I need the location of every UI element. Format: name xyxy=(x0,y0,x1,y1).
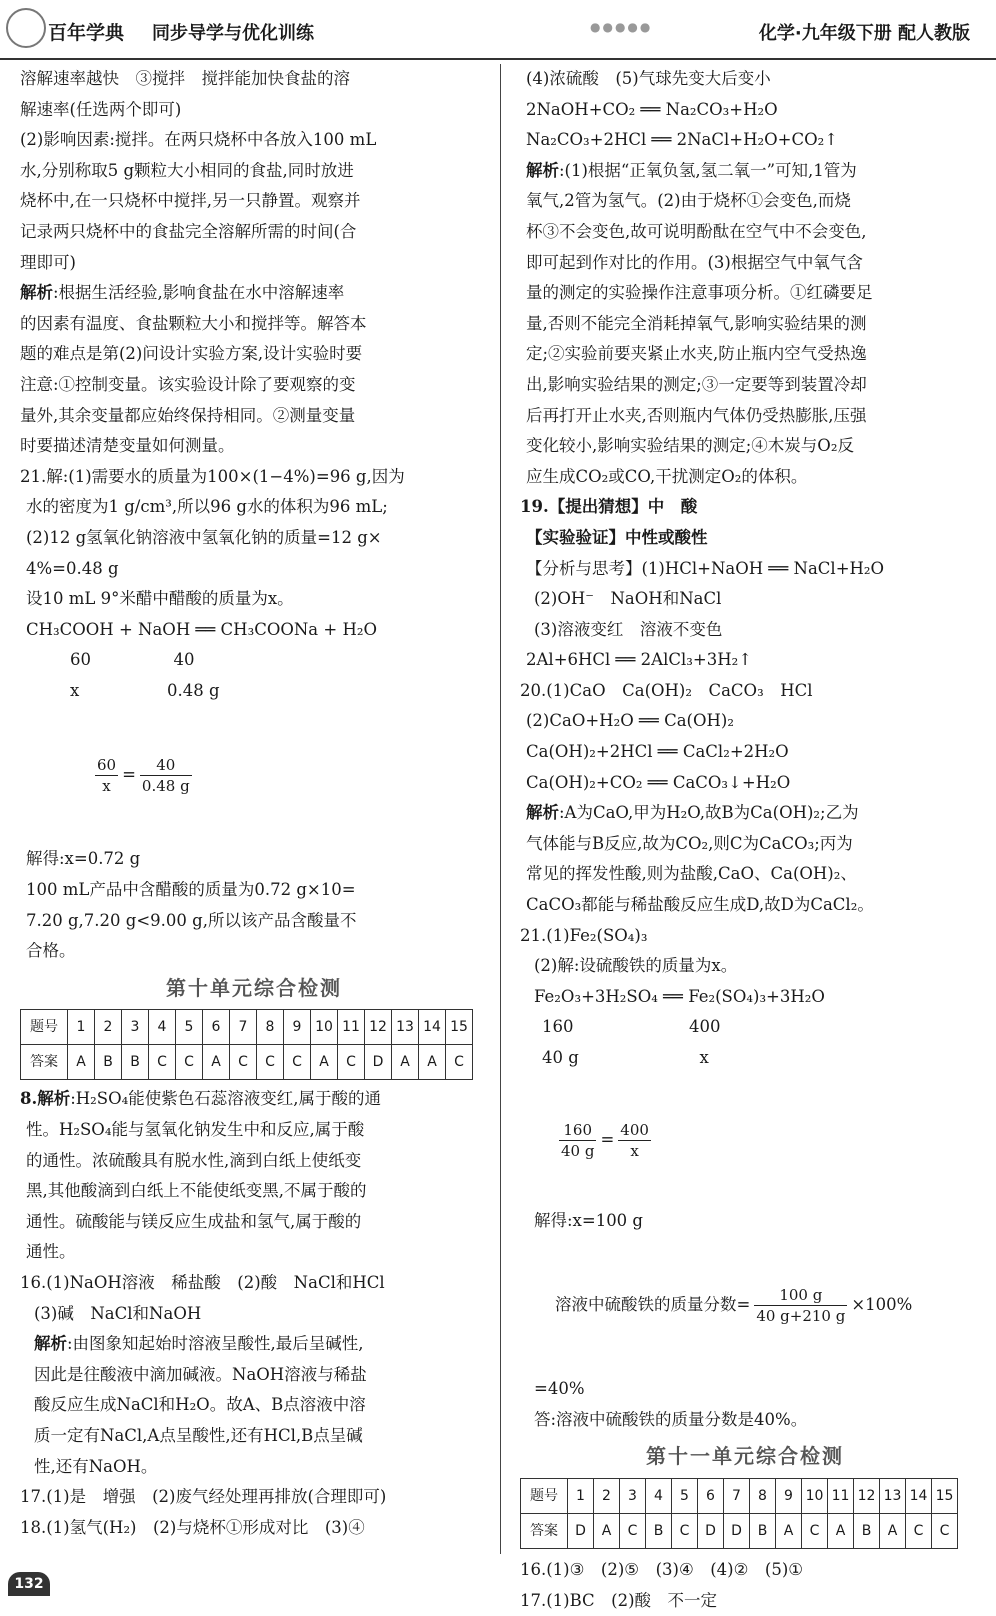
table-cell-answer: C xyxy=(149,1045,176,1080)
text-line: 【分析与思考】(1)HCl+NaOH ══ NaCl+H₂O xyxy=(526,558,885,578)
book-logo-icon xyxy=(6,8,46,48)
text-line: 21.(1)Fe₂(SO₄)₃ xyxy=(520,925,648,945)
table-cell-answer: D xyxy=(365,1045,392,1080)
text-line: 设10 mL 9°米醋中醋酸的质量为x。 xyxy=(26,589,294,609)
table-cell-answer: C xyxy=(230,1045,257,1080)
text-line: 7.20 g,7.20 g<9.00 g,所以该产品含酸量不 xyxy=(26,910,357,930)
table-cell-number: 3 xyxy=(620,1478,646,1513)
table-cell-number: 2 xyxy=(594,1478,620,1513)
analysis-label: 解析 xyxy=(526,160,559,180)
text-line: 性,还有NaOH。 xyxy=(34,1456,158,1476)
text-line: CaCO₃都能与稀盐酸反应生成D,故D为CaCl₂。 xyxy=(526,895,874,915)
right-column xyxy=(520,64,970,1616)
fraction xyxy=(754,1285,847,1326)
table-cell-number: 3 xyxy=(122,1010,149,1045)
table-cell-answer: A xyxy=(828,1513,854,1548)
table-cell-answer: B xyxy=(122,1045,149,1080)
table-cell-answer: B xyxy=(95,1045,122,1080)
table-cell-number: 4 xyxy=(149,1010,176,1045)
table-cell-number: 9 xyxy=(284,1010,311,1045)
text-line: 21.解:(1)需要水的质量为100×(1−4%)=96 g,因为 xyxy=(20,466,405,486)
answer-table xyxy=(520,1478,958,1549)
equation-line: 2NaOH+CO₂ ══ Na₂CO₃+H₂O xyxy=(526,99,778,119)
text-line: 答:溶液中硫酸铁的质量分数是40%。 xyxy=(534,1409,808,1429)
table-cell-number: 7 xyxy=(724,1478,750,1513)
column-divider xyxy=(500,64,501,1554)
text-line: 性。H₂SO₄能与氢氧化钠发生中和反应,属于酸 xyxy=(26,1120,365,1140)
table-cell-answer: B xyxy=(854,1513,880,1548)
text-line: 的因素有温度、食盐颗粒大小和搅拌等。解答本 xyxy=(20,313,367,333)
brand-title: 百年学典 xyxy=(48,22,125,44)
table-row-label: 题号 xyxy=(521,1478,568,1513)
decorative-dots: ●●●●● xyxy=(590,20,653,34)
analysis-line xyxy=(20,1329,488,1360)
text-span: :H₂SO₄能使紫色石蕊溶液变红,属于酸的通 xyxy=(70,1089,381,1109)
text-line: 16.(1)NaOH溶液 稀盐酸 (2)酸 NaCl和HCl xyxy=(20,1273,385,1292)
table-cell-answer: C xyxy=(176,1045,203,1080)
table-cell-number: 15 xyxy=(446,1010,473,1045)
analysis-label: 解析 xyxy=(34,1334,67,1354)
equation-line: (2)CaO+H₂O ══ Ca(OH)₂ xyxy=(526,711,734,731)
table-cell-number: 8 xyxy=(750,1478,776,1513)
text-line: 理即可) xyxy=(20,252,76,272)
table-cell-number: 11 xyxy=(338,1010,365,1045)
text-line: 应生成CO₂或CO,干扰测定O₂的体积。 xyxy=(526,466,808,486)
text-span: :由图象知起始时溶液呈酸性,最后呈碱性, xyxy=(67,1334,364,1354)
table-cell-number: 13 xyxy=(392,1010,419,1045)
equals-sign: = xyxy=(600,1129,615,1149)
text-line: 的通性。浓硫酸具有脱水性,滴到白纸上使纸变 xyxy=(26,1150,362,1170)
equation-ratio: 60 40 xyxy=(70,650,195,670)
table-cell-answer: A xyxy=(776,1513,802,1548)
denominator: x xyxy=(630,1141,639,1160)
proportion-line xyxy=(20,706,488,844)
text-line: 记录两只烧杯中的食盐完全溶解所需的时间(合 xyxy=(20,221,357,241)
numerator: 40 xyxy=(140,755,192,776)
table-cell-number: 1 xyxy=(68,1010,95,1045)
text-line: 100 mL产品中含醋酸的质量为0.72 g×10= xyxy=(26,880,356,900)
text-line: 即可起到作对比的作用。(3)根据空气中氧气含 xyxy=(526,252,863,272)
table-cell-answer: A xyxy=(68,1045,95,1080)
text-line: 4%=0.48 g xyxy=(26,558,119,578)
denominator: x xyxy=(102,777,111,796)
fraction xyxy=(140,755,192,796)
table-cell-answer: C xyxy=(672,1513,698,1548)
text-line: 后再打开止水夹,否则瓶内气体仍受热膨胀,压强 xyxy=(526,405,867,425)
text-line: (2)影响因素:搅拌。在两只烧杯中各放入100 mL xyxy=(20,130,377,150)
table-cell-number: 11 xyxy=(828,1478,854,1513)
equation-line: 2Al+6HCl ══ 2AlCl₃+3H₂↑ xyxy=(526,650,753,670)
table-cell-answer: C xyxy=(338,1045,365,1080)
table-cell-answer: A xyxy=(311,1045,338,1080)
denominator: 40 g xyxy=(560,1141,595,1160)
numerator: 160 xyxy=(559,1120,596,1141)
text-span: 溶液中硫酸铁的质量分数= xyxy=(554,1295,751,1315)
text-line: 16.(1)③ (2)⑤ (3)④ (4)② (5)① xyxy=(520,1559,804,1579)
text-line: 题的难点是第(2)问设计实验方案,设计实验时要 xyxy=(20,344,363,364)
text-line: 定;②实验前要夹紧止水夹,防止瓶内空气受热逸 xyxy=(526,344,867,364)
text-line: 黑,其他酸滴到白纸上不能使纸变黑,不属于酸的 xyxy=(26,1181,367,1201)
table-cell-answer: D xyxy=(568,1513,594,1548)
text-line: 量的测定的实验操作注意事项分析。①红磷要足 xyxy=(526,283,873,303)
table-row-label: 答案 xyxy=(21,1045,68,1080)
equation-line: CH₃COOH + NaOH ══ CH₃COONa + H₂O xyxy=(26,619,377,639)
text-line: 出,影响实验结果的测定;③一定要等到装置冷却 xyxy=(526,374,867,394)
text-line: (4)浓硫酸 (5)气球先变大后变小 xyxy=(526,69,771,88)
table-cell-answer: D xyxy=(698,1513,724,1548)
text-line: 烧杯中,在一只烧杯中搅拌,另一只静置。观察并 xyxy=(20,191,361,211)
table-cell-number: 10 xyxy=(311,1010,338,1045)
table-cell-answer: A xyxy=(880,1513,906,1548)
table-cell-answer: C xyxy=(802,1513,828,1548)
page-number: 132 xyxy=(8,1572,50,1596)
text-line: 17.(1)是 增强 (2)废气经处理再排放(合理即可) xyxy=(20,1487,387,1507)
text-line: 解速率(任选两个即可) xyxy=(20,99,182,119)
table-cell-number: 7 xyxy=(230,1010,257,1045)
text-line: 20.(1)CaO Ca(OH)₂ CaCO₃ HCl xyxy=(520,680,813,700)
proportion-line xyxy=(520,1074,970,1206)
section-title: 第十一单元综合检测 xyxy=(646,1444,844,1469)
text-line: (2)解:设硫酸铁的质量为x。 xyxy=(534,956,738,976)
equation-ratio: 40 g x xyxy=(542,1048,709,1067)
text-line: (3)碱 NaCl和NaOH xyxy=(34,1303,202,1323)
text-line: (3)溶液变红 溶液不变色 xyxy=(534,619,723,639)
text-line: 【实验验证】中性或酸性 xyxy=(526,527,708,547)
table-cell-answer: C xyxy=(284,1045,311,1080)
table-cell-number: 13 xyxy=(880,1478,906,1513)
text-line: (2)OH⁻ NaOH和NaCl xyxy=(534,589,722,609)
fraction xyxy=(95,755,118,796)
analysis-label: 解析 xyxy=(526,803,559,823)
analysis-label: 8.解析 xyxy=(20,1089,71,1109)
table-cell-answer: D xyxy=(724,1513,750,1548)
table-cell-answer: C xyxy=(620,1513,646,1548)
page-header xyxy=(0,0,996,60)
analysis-label: 解析 xyxy=(20,283,53,303)
denominator: 40 g+210 g xyxy=(756,1307,846,1326)
text-span: :根据生活经验,影响食盐在水中溶解速率 xyxy=(53,283,345,303)
fraction xyxy=(618,1120,651,1161)
text-line: 18.(1)氢气(H₂) (2)与烧杯①形成对比 (3)④ xyxy=(20,1517,365,1537)
text-line: 变化较小,影响实验结果的测定;④木炭与O₂反 xyxy=(526,436,854,456)
analysis-line xyxy=(20,1084,488,1115)
table-row-label: 题号 xyxy=(21,1010,68,1045)
analysis-line xyxy=(520,156,970,187)
table-cell-number: 9 xyxy=(776,1478,802,1513)
percentage-line xyxy=(520,1236,970,1374)
text-line: 通性。 xyxy=(26,1242,76,1262)
table-cell-number: 1 xyxy=(568,1478,594,1513)
text-line: 解得:x=0.72 g xyxy=(26,849,141,869)
table-cell-number: 15 xyxy=(932,1478,958,1513)
text-line: 通性。硫酸能与镁反应生成盐和氢气,属于酸的 xyxy=(26,1211,362,1231)
table-cell-number: 5 xyxy=(672,1478,698,1513)
fraction xyxy=(559,1120,596,1161)
table-cell-number: 4 xyxy=(646,1478,672,1513)
table-cell-answer: C xyxy=(932,1513,958,1548)
text-line: 水的密度为1 g/cm³,所以96 g水的体积为96 mL; xyxy=(26,497,388,517)
table-cell-answer: A xyxy=(392,1045,419,1080)
text-line: 注意:①控制变量。该实验设计除了要观察的变 xyxy=(20,374,356,394)
text-line: 水,分别称取5 g颗粒大小相同的食盐,同时放进 xyxy=(20,160,354,180)
text-line: (2)12 g氢氧化钠溶液中氢氧化钠的质量=12 g× xyxy=(26,527,382,547)
numerator: 400 xyxy=(620,1120,649,1139)
numerator: 60 xyxy=(96,756,117,775)
table-cell-number: 6 xyxy=(203,1010,230,1045)
analysis-line xyxy=(20,278,488,309)
equation-line: Ca(OH)₂+CO₂ ══ CaCO₃↓+H₂O xyxy=(526,772,791,792)
table-cell-answer: B xyxy=(750,1513,776,1548)
table-cell-answer: B xyxy=(646,1513,672,1548)
table-cell-number: 6 xyxy=(698,1478,724,1513)
table-cell-answer: C xyxy=(906,1513,932,1548)
text-line: 19.【提出猜想】中 酸 xyxy=(520,497,698,517)
table-cell-number: 12 xyxy=(365,1010,392,1045)
text-line: 解得:x=100 g xyxy=(534,1210,643,1230)
table-cell-number: 8 xyxy=(257,1010,284,1045)
equals-sign: = xyxy=(122,765,136,785)
series-title: 同步导学与优化训练 xyxy=(152,23,314,44)
left-column xyxy=(20,64,488,1543)
table-cell-answer: A xyxy=(594,1513,620,1548)
text-line: 酸反应生成NaCl和H₂O。故A、B点溶液中溶 xyxy=(34,1395,366,1415)
text-line: 时要描述清楚变量如何测量。 xyxy=(20,436,235,456)
table-cell-answer: C xyxy=(446,1045,473,1080)
equation-line: Fe₂O₃+3H₂SO₄ ══ Fe₂(SO₄)₃+3H₂O xyxy=(534,986,825,1006)
table-cell-answer: A xyxy=(203,1045,230,1080)
answer-table xyxy=(20,1009,473,1080)
text-line: 氧气,2管为氢气。(2)由于烧杯①会变色,而烧 xyxy=(526,191,851,211)
text-line: 常见的挥发性酸,则为盐酸,CaO、Ca(OH)₂、 xyxy=(526,864,857,884)
text-line: 量,否则不能完全消耗掉氧气,影响实验结果的测 xyxy=(526,313,867,333)
table-cell-number: 5 xyxy=(176,1010,203,1045)
table-cell-answer: A xyxy=(419,1045,446,1080)
text-line: 17.(1)BC (2)酸 不一定 xyxy=(520,1590,718,1610)
text-span: ×100% xyxy=(851,1295,913,1315)
denominator: 0.48 g xyxy=(141,777,190,796)
equation-line: Na₂CO₃+2HCl ══ 2NaCl+H₂O+CO₂↑ xyxy=(526,130,839,150)
text-line: 合格。 xyxy=(26,941,76,961)
table-cell-number: 12 xyxy=(854,1478,880,1513)
equation-line: Ca(OH)₂+2HCl ══ CaCl₂+2H₂O xyxy=(526,742,789,762)
section-title: 第十单元综合检测 xyxy=(166,975,342,1000)
text-line: 因此是往酸液中滴加碱液。NaOH溶液与稀盐 xyxy=(34,1364,367,1384)
text-span: :A为CaO,甲为H₂O,故B为Ca(OH)₂;乙为 xyxy=(559,803,859,823)
text-line: 杯③不会变色,故可说明酚酞在空气中不会变色, xyxy=(526,221,867,241)
subject-label: 化学·九年级下册 配人教版 xyxy=(758,23,970,44)
numerator: 100 g xyxy=(754,1285,847,1306)
text-line: 量外,其余变量都应始终保持相同。②测量变量 xyxy=(20,405,356,425)
equation-ratio: 160 400 xyxy=(542,1017,721,1037)
table-cell-answer: C xyxy=(257,1045,284,1080)
text-line: 溶解速率越快 ③搅拌 搅拌能加快食盐的溶 xyxy=(20,69,350,88)
table-cell-number: 10 xyxy=(802,1478,828,1513)
text-line: 气体能与B反应,故为CO₂,则C为CaCO₃;丙为 xyxy=(526,833,853,853)
table-cell-number: 14 xyxy=(419,1010,446,1045)
text-line: 质一定有NaCl,A点呈酸性,还有HCl,B点呈碱 xyxy=(34,1425,363,1445)
text-span: :(1)根据“正氧负氢,氢二氧一”可知,1管为 xyxy=(559,160,857,180)
table-cell-number: 14 xyxy=(906,1478,932,1513)
analysis-line xyxy=(520,798,970,829)
table-cell-number: 2 xyxy=(95,1010,122,1045)
equation-ratio: x 0.48 g xyxy=(70,680,220,700)
text-line: =40% xyxy=(534,1379,585,1399)
table-row-label: 答案 xyxy=(521,1513,568,1548)
